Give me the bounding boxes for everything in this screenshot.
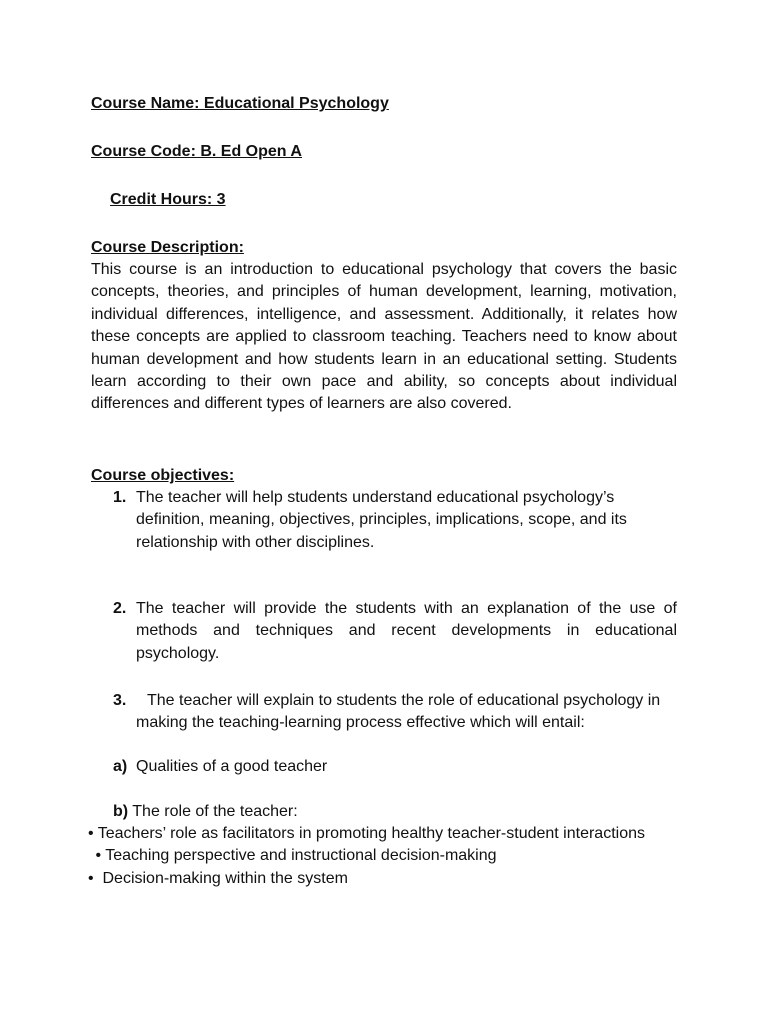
course-code: Course Code: B. Ed Open A (91, 143, 302, 160)
sub-item-label: a) (113, 758, 128, 775)
sub-item-label: b) (113, 803, 129, 820)
sub-item-text: Qualities of a good teacher (136, 758, 328, 775)
description-heading: Course Description: (91, 239, 244, 256)
objective-item: The teacher will provide the students with an explanation of the use of methods and techniques and recent developments in educational psychology. (136, 600, 677, 662)
bullet-item: • Teaching perspective and instructional decision-making (91, 847, 497, 864)
description-text: This course is an introduction to educational psychology that covers the basic concepts, theories, and principles of human development, learning, motivation, individual differences, intelligence, and assessment. Additionally, it relates how these concepts are applied to classroom teaching. Teachers need to know about human development and how students learn in an educational setting. Students learn according to their own pace and ability, so concepts about individual differences and different types of learners are also covered. (91, 261, 677, 413)
objectives-heading: Course objectives: (91, 467, 235, 484)
objective-item: The teacher will help students understand educational psychology’s definition, meaning, objectives, principles, implications, scope, and its relationship with other disciplines. (136, 489, 627, 551)
sub-item-text: The role of the teacher: (128, 803, 298, 820)
objective-item: The teacher will explain to students the role of educational psychology in making the teaching-learning process effective which will entail: (136, 692, 661, 732)
objective-number: 2. (113, 600, 127, 617)
objective-number: 1. (113, 489, 127, 506)
objective-number: 3. (113, 692, 127, 709)
bullet-item: • Teachers’ role as facilitators in promoting healthy teacher-student interactions (88, 825, 645, 842)
sub-item-b (113, 801, 298, 823)
credit-hours: Credit Hours: 3 (110, 191, 226, 208)
bullet-item: • Decision-making within the system (88, 870, 348, 887)
course-name: Course Name: Educational Psychology (91, 95, 389, 112)
